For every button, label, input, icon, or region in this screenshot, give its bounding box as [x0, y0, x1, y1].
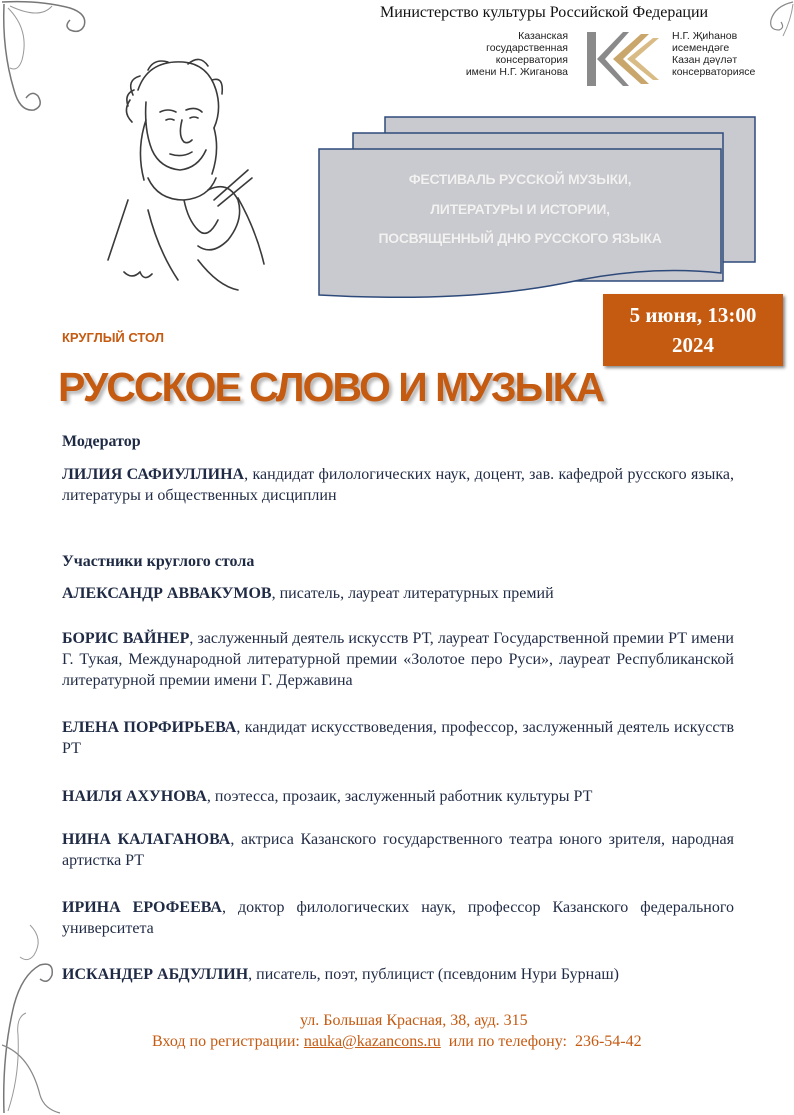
person-description: , доктор филологических наук, профессор Казанского федерального университета: [62, 899, 735, 937]
festival-title-line: ПОСВЯЩЕННЫЙ ДНЮ РУССКОГО ЯЗЫКА: [378, 230, 662, 246]
logo-line: Казан дәүләт: [672, 54, 738, 66]
event-year: 2024: [672, 333, 714, 357]
person-description: , кандидат искусствоведения, профессор, заслуженный деятель искусств РТ: [62, 719, 735, 757]
participant-entry: [62, 583, 734, 604]
registration-phone: или по телефону: 236-54-42: [440, 1033, 642, 1050]
moderator-heading: Модератор: [62, 433, 141, 450]
logo-text-russian: [440, 30, 568, 78]
email-link[interactable]: nauka@kazancons.ru: [303, 1033, 441, 1050]
ministry-title: Министерство культуры Российской Федерации: [380, 4, 709, 21]
logo-kk-icon: [583, 28, 663, 92]
person-description: , кандидат филологических наук, доцент, зав. кафедрой русского языка, литературы и общественных дисциплин: [62, 466, 735, 504]
event-date-badge: [603, 294, 783, 366]
moderator-entry: [62, 464, 734, 506]
logo-line: консерваториясе: [672, 66, 756, 78]
logo-line: консерватория: [495, 54, 568, 66]
logo-text-tatar: [672, 30, 792, 78]
person-description: , писатель, лауреат литературных премий: [271, 585, 554, 602]
person-description: , заслуженный деятель искусств РТ, лауреат Государственной премии РТ имени Г. Тукая, Международной литературной премии «Золотое перо Руси», лауреат Республиканской литературной премии имени Г. Державина: [62, 630, 734, 689]
person-name: ЕЛЕНА ПОРФИРЬЕВА: [62, 719, 237, 736]
festival-title-line: ФЕСТИВАЛЬ РУССКОЙ МУЗЫКИ,: [408, 171, 632, 187]
participant-entry: [62, 786, 734, 807]
participant-entry: [62, 897, 734, 939]
participant-entry: [62, 829, 734, 871]
person-name: ЛИЛИЯ САФИУЛЛИНА: [62, 466, 245, 483]
logo-line: Казанская: [518, 30, 568, 42]
person-name: АЛЕКСАНДР АВВАКУМОВ: [62, 585, 272, 602]
participant-entry: [62, 717, 734, 759]
portrait-sketch-icon: [88, 50, 283, 300]
corner-flourish-icon: [0, 0, 92, 125]
participants-heading: Участники круглого стола: [62, 553, 255, 570]
registration-info: [152, 1033, 642, 1051]
logo-line: исемендәге: [672, 42, 730, 54]
participant-entry: [62, 628, 734, 691]
logo-line: государственная: [486, 42, 568, 54]
participant-entry: [62, 964, 734, 985]
person-name: НАИЛЯ АХУНОВА: [62, 788, 207, 805]
person-name: ИСКАНДЕР АБДУЛЛИН: [62, 966, 249, 983]
venue-address: ул. Большая Красная, 38, ауд. 315: [300, 1012, 528, 1029]
event-date: 5 июня, 13:00: [629, 303, 757, 327]
festival-title-line: ЛИТЕРАТУРЫ И ИСТОРИИ,: [430, 201, 610, 217]
person-description: , писатель, поэт, публицист (псевдоним Нури Бурнаш): [248, 966, 619, 983]
person-name: ИРИНА ЕРОФЕЕВА: [62, 899, 222, 916]
page-title: РУССКОЕ СЛОВО И МУЗЫКА: [58, 364, 604, 410]
logo-line: имени Н.Г. Жиганова: [465, 66, 568, 78]
person-name: НИНА КАЛАГАНОВА: [62, 831, 231, 848]
registration-prefix: Вход по регистрации:: [152, 1033, 304, 1050]
person-name: БОРИС ВАЙНЕР: [62, 630, 190, 647]
logo-line: Н.Г. Җиһанов: [672, 30, 738, 42]
corner-flourish-icon: [0, 905, 70, 1115]
person-description: , актриса Казанского государственного театра юного зрителя, народная артистка РТ: [62, 831, 735, 869]
round-table-label: КРУГЛЫЙ СТОЛ: [62, 330, 164, 345]
person-description: , поэтесса, прозаик, заслуженный работник культуры РТ: [206, 788, 593, 805]
